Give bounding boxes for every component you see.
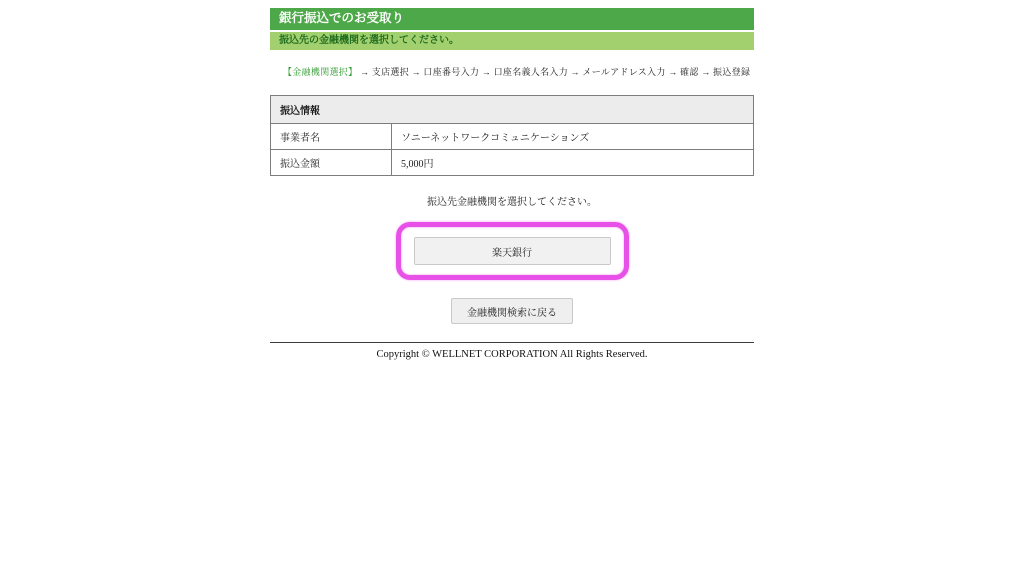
breadcrumb-remaining-steps: → 支店選択 → 口座番号入力 → 口座名義人名入力 → メールアドレス入力 → 確認 → 振込登録: [357, 67, 751, 77]
page-title: 銀行振込でのお受取り: [279, 11, 405, 25]
transfer-info-table: [270, 95, 754, 176]
row-value-business-name: ソニーネットワークコミュニケーションズ: [392, 124, 754, 150]
breadcrumb-active-step: 【金融機関選択】: [283, 67, 358, 77]
footer-divider: [270, 342, 754, 343]
highlight-wrapper: [270, 222, 754, 280]
page-subtitle-bar: [270, 32, 754, 50]
row-label-business-name: 事業者名: [271, 124, 392, 150]
breadcrumb: [270, 65, 754, 78]
table-title: 振込情報: [271, 96, 754, 124]
page-container: [270, 8, 754, 360]
table-row: [271, 150, 754, 176]
row-label-transfer-amount: 振込金額: [271, 150, 392, 176]
page-title-bar: [270, 8, 754, 30]
selection-prompt: 振込先金融機関を選択してください。: [427, 197, 597, 208]
highlight-annotation: [396, 222, 629, 280]
row-value-transfer-amount: 5,000円: [392, 150, 754, 176]
rakuten-bank-button[interactable]: 楽天銀行: [414, 237, 611, 265]
page-subtitle: 振込先の金融機関を選択してください。: [279, 35, 459, 46]
table-row: [271, 124, 754, 150]
back-to-search-button[interactable]: 金融機関検索に戻る: [451, 298, 573, 324]
copyright-text: Copyright © WELLNET CORPORATION All Rights Reserved.: [376, 349, 648, 360]
table-header-row: [271, 96, 754, 124]
